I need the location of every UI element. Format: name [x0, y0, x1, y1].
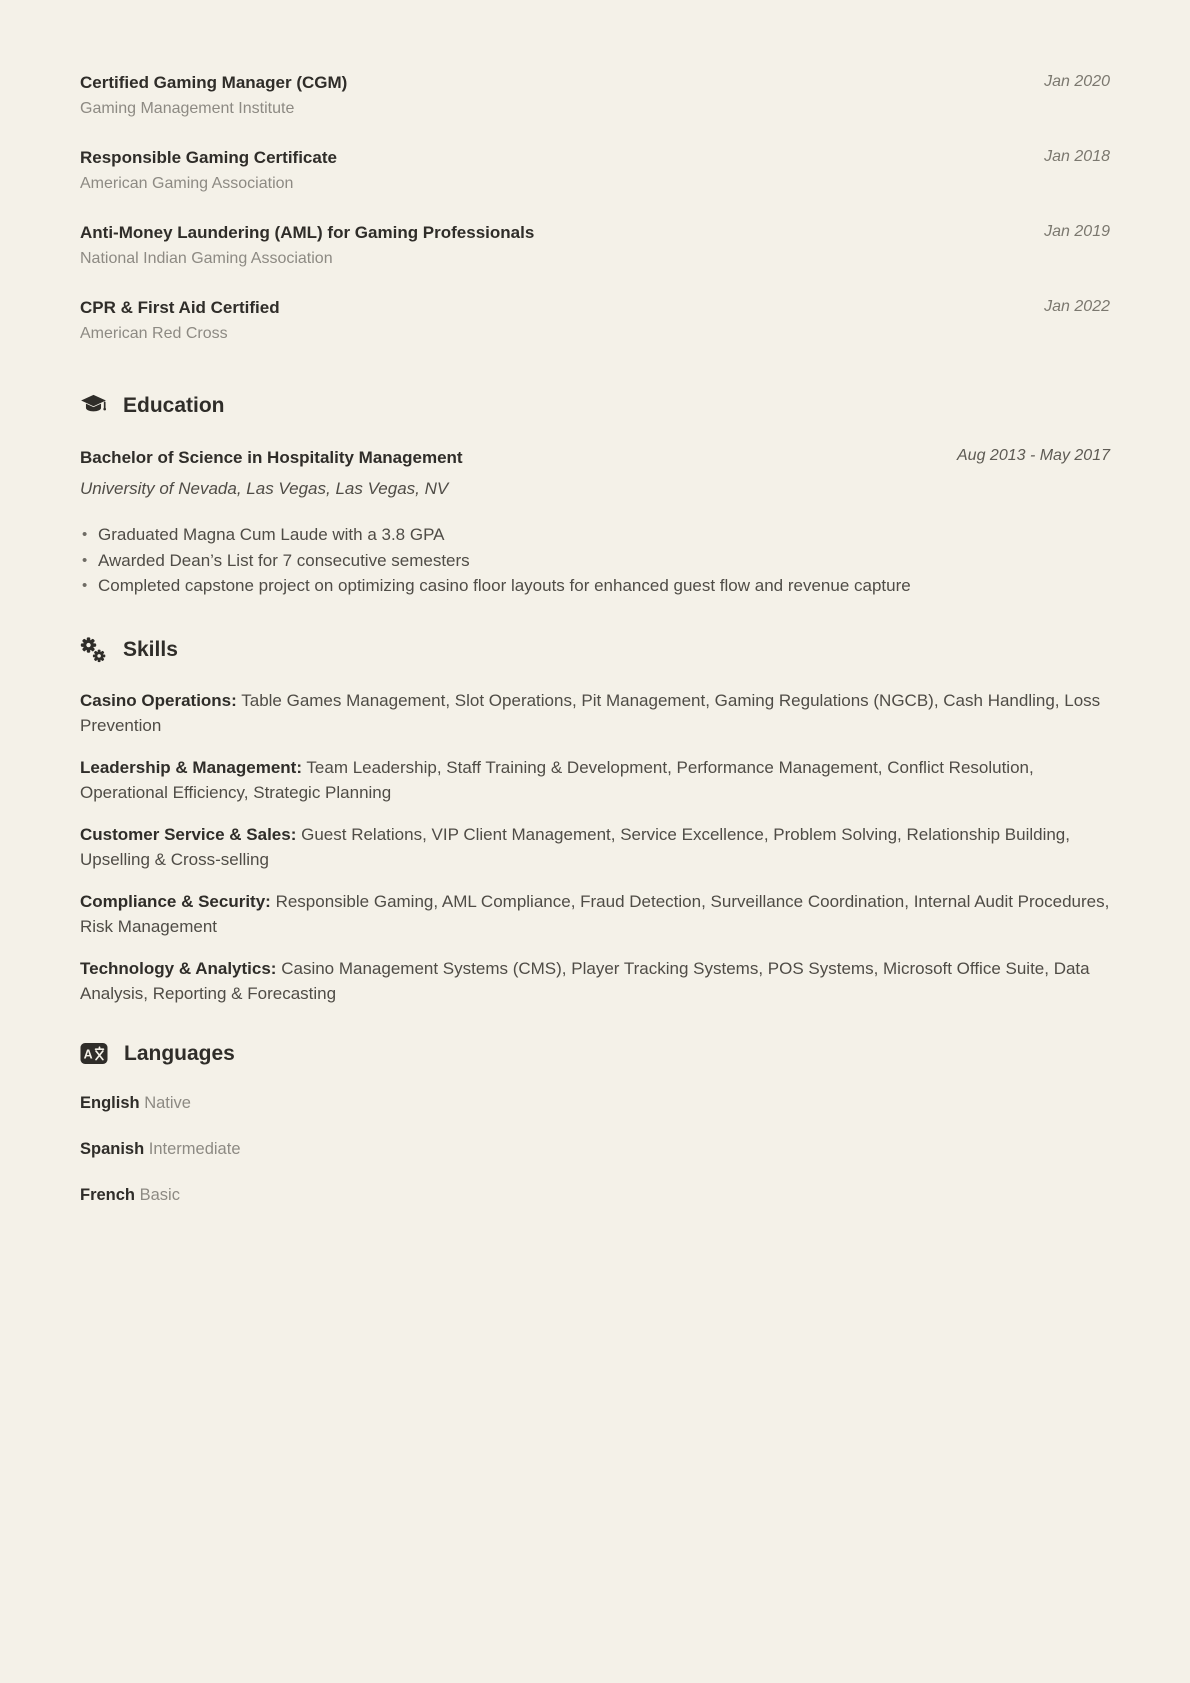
language-name: Spanish	[80, 1139, 145, 1158]
skill-category-label: Customer Service & Sales:	[80, 824, 297, 844]
certification-title: Responsible Gaming Certificate	[80, 148, 337, 167]
school-name: University of Nevada, Las Vegas, Las Vegas, NV	[80, 479, 449, 498]
education-dates: Aug 2013 - May 2017	[957, 447, 1110, 464]
certification-info	[80, 222, 534, 269]
skill-group	[80, 755, 1110, 806]
section-title: Education	[123, 393, 225, 417]
skill-group	[80, 956, 1110, 1007]
graduation-cap-icon	[80, 392, 107, 419]
translate-icon	[80, 1042, 108, 1065]
skills-heading	[80, 637, 1110, 664]
skill-category-label: Leadership & Management:	[80, 757, 302, 777]
language-name: English	[80, 1093, 140, 1112]
svg-text:A: A	[83, 1047, 93, 1062]
certification-issuer: Gaming Management Institute	[80, 100, 295, 117]
certification-title: Certified Gaming Manager (CGM)	[80, 73, 348, 92]
education-bullet: • Completed capstone project on optimizing casino floor layouts for enhanced guest flow and revenue capture	[80, 573, 1110, 599]
certification-info	[80, 72, 347, 119]
language-level: Native	[144, 1093, 191, 1112]
skill-list: Team Leadership, Staff Training & Development, Performance Management, Conflict Resolution, Operational Efficiency, Strategic Planning	[80, 757, 1034, 802]
section-title: Languages	[124, 1041, 235, 1065]
certification-issuer: National Indian Gaming Association	[80, 250, 333, 267]
skills-section	[80, 637, 1110, 1007]
language-name: French	[80, 1185, 136, 1204]
certifications-section	[80, 72, 1110, 344]
language-item	[80, 1139, 1110, 1160]
certification-date: Jan 2018	[1044, 148, 1110, 165]
gears-icon	[80, 637, 107, 664]
certification-title: CPR & First Aid Certified	[80, 298, 280, 317]
certification-info	[80, 297, 280, 344]
language-item	[80, 1093, 1110, 1114]
certification-item	[80, 297, 1110, 344]
certification-item	[80, 72, 1110, 119]
education-entry-header	[80, 447, 1110, 469]
certification-item	[80, 222, 1110, 269]
degree-title: Bachelor of Science in Hospitality Management	[80, 448, 463, 467]
education-bullet: • Graduated Magna Cum Laude with a 3.8 GPA	[80, 522, 1110, 548]
skill-list: Guest Relations, VIP Client Management, Service Excellence, Problem Solving, Relationship Building, Upselling & Cross-selling	[80, 824, 1070, 869]
skill-category-label: Compliance & Security:	[80, 891, 271, 911]
skill-category-label: Casino Operations:	[80, 690, 237, 710]
skill-category-label: Technology & Analytics:	[80, 958, 277, 978]
certification-item	[80, 147, 1110, 194]
skill-group	[80, 822, 1110, 873]
certification-date: Jan 2022	[1044, 298, 1110, 315]
languages-section	[80, 1041, 1110, 1206]
language-level: Basic	[139, 1185, 180, 1204]
certification-date: Jan 2020	[1044, 73, 1110, 90]
language-level: Intermediate	[148, 1139, 241, 1158]
language-item	[80, 1185, 1110, 1206]
certification-issuer: American Gaming Association	[80, 175, 294, 192]
languages-heading	[80, 1041, 1110, 1067]
education-bullet-list	[80, 522, 1110, 599]
skill-list: Casino Management Systems (CMS), Player Tracking Systems, POS Systems, Microsoft Office Suite, Data Analysis, Reporting & Forecasting	[80, 958, 1090, 1003]
certification-date: Jan 2019	[1044, 223, 1110, 240]
section-title: Skills	[123, 638, 178, 661]
skill-group	[80, 889, 1110, 940]
education-heading	[80, 392, 1110, 419]
skill-list: Table Games Management, Slot Operations, Pit Management, Gaming Regulations (NGCB), Cash Handling, Loss Prevention	[80, 690, 1101, 735]
certification-title: Anti-Money Laundering (AML) for Gaming Professionals	[80, 223, 535, 242]
skill-list: Responsible Gaming, AML Compliance, Fraud Detection, Surveillance Coordination, Internal Audit Procedures, Risk Management	[80, 891, 1110, 936]
education-bullet: • Awarded Dean’s List for 7 consecutive semesters	[80, 548, 1110, 574]
skill-group	[80, 688, 1110, 739]
certification-info	[80, 147, 337, 194]
certification-issuer: American Red Cross	[80, 325, 228, 342]
education-section	[80, 392, 1110, 599]
